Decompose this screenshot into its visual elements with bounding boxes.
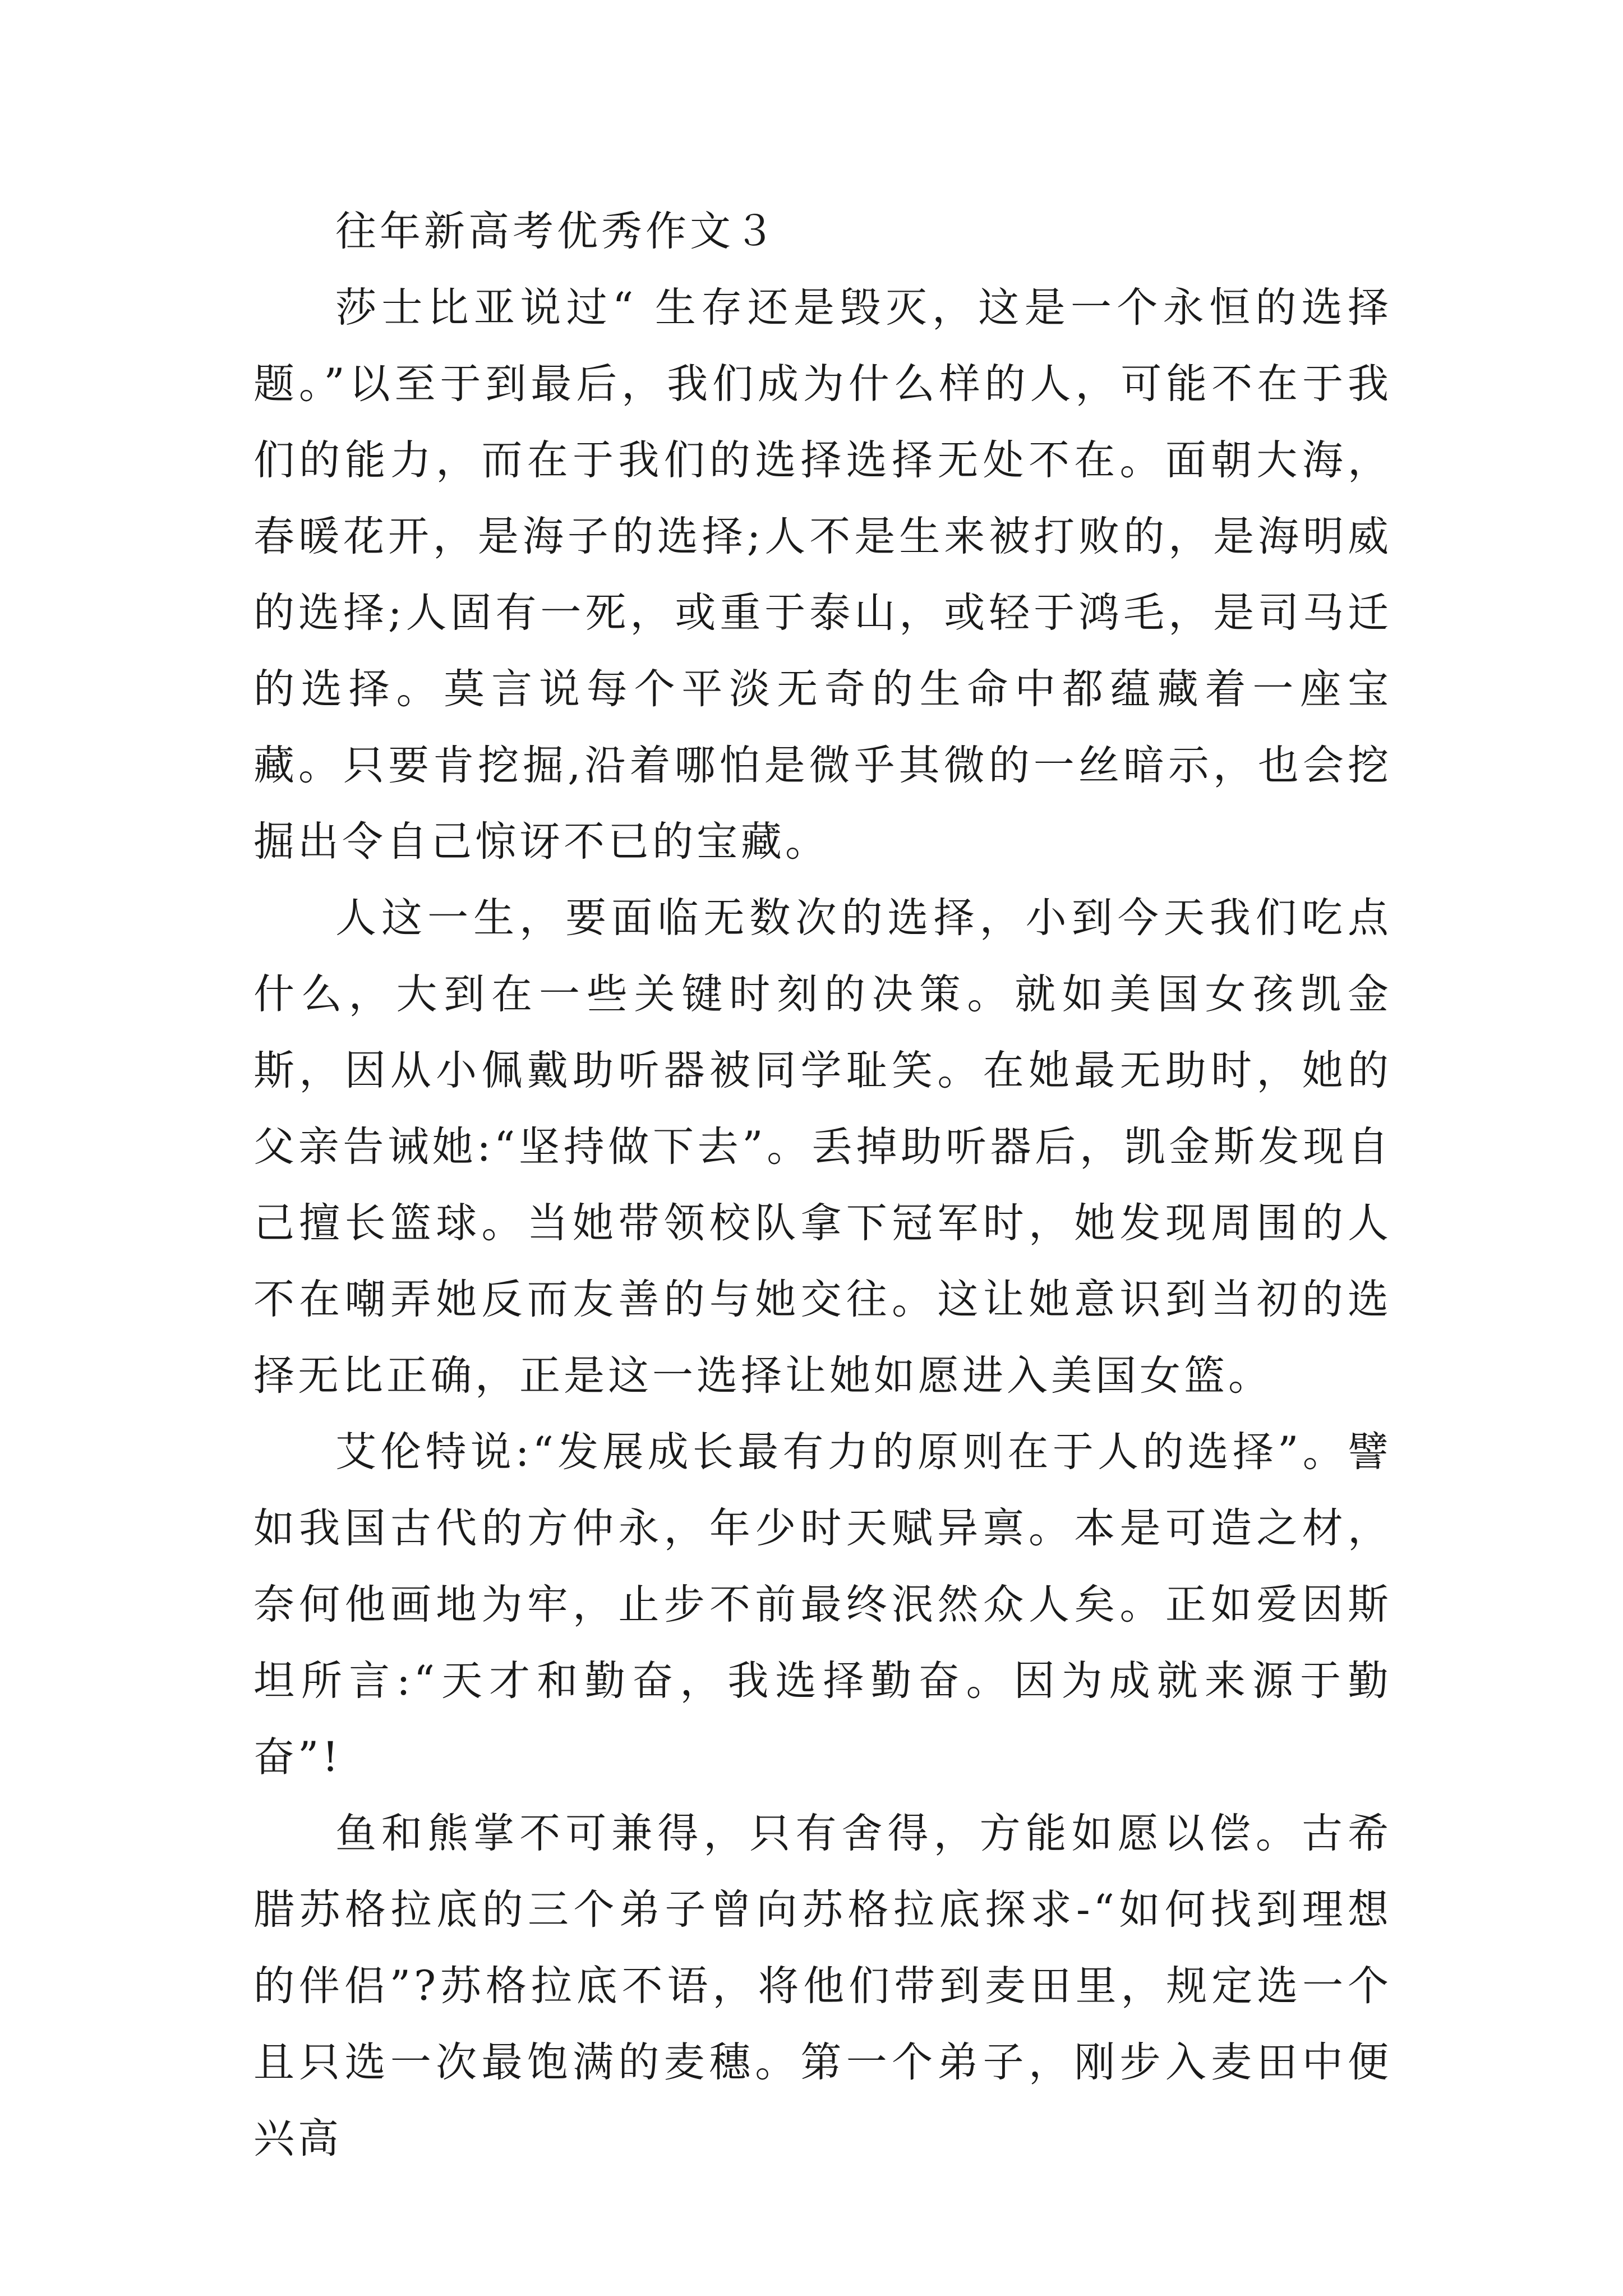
- document-body: [253, 194, 1392, 2177]
- paragraph-1: 莎士比亚说过“ 生存还是毁灭，这是一个永恒的选择题。”以至于到最后，我们成为什么样的人，可能不在于我们的能力，而在于我们的选择选择无处不在。面朝大海，春暖花开，是海子的选择;人不是生来被打败的，是海明威的选择;人固有一死，或重于泰山，或轻于鸿毛，是司马迁的选择。莫言说每个平淡无奇的生命中都蕴藏着一座宝藏。只要肯挖掘,沿着哪怕是微乎其微的一丝暗示，也会挖掘出令自己惊讶不已的宝藏。: [253, 284, 1392, 866]
- paragraph-3: 艾伦特说:“发展成长最有力的原则在于人的选择”。譬如我国古代的方仲永，年少时天赋异禀。本是可造之材，奈何他画地为牢，止步不前最终泯然众人矣。正如爱因斯坦所言:“天才和勤奋，我选择勤奋。因为成就来源于勤奋”!: [253, 1428, 1392, 1781]
- document-title: 往年新高考优秀作文３: [335, 208, 778, 255]
- paragraph-2: 人这一生，要面临无数次的选择，小到今天我们吃点什么，大到在一些关键时刻的决策。就如美国女孩凯金斯，因从小佩戴助听器被同学耻笑。在她最无助时，她的父亲告诫她:“坚持做下去”。丢掉助听器后，凯金斯发现自己擅长篮球。当她带领校队拿下冠军时，她发现周围的人不在嘲弄她反而友善的与她交往。这让她意识到当初的选择无比正确，正是这一选择让她如愿进入美国女篮。: [253, 894, 1392, 1400]
- paragraph-4: 鱼和熊掌不可兼得，只有舍得，方能如愿以偿。古希腊苏格拉底的三个弟子曾向苏格拉底探求-“如何找到理想的伴侣”?苏格拉底不语，将他们带到麦田里，规定选一个且只选一次最饱满的麦穗。第一个弟子，刚步入麦田中便兴高: [253, 1810, 1392, 2162]
